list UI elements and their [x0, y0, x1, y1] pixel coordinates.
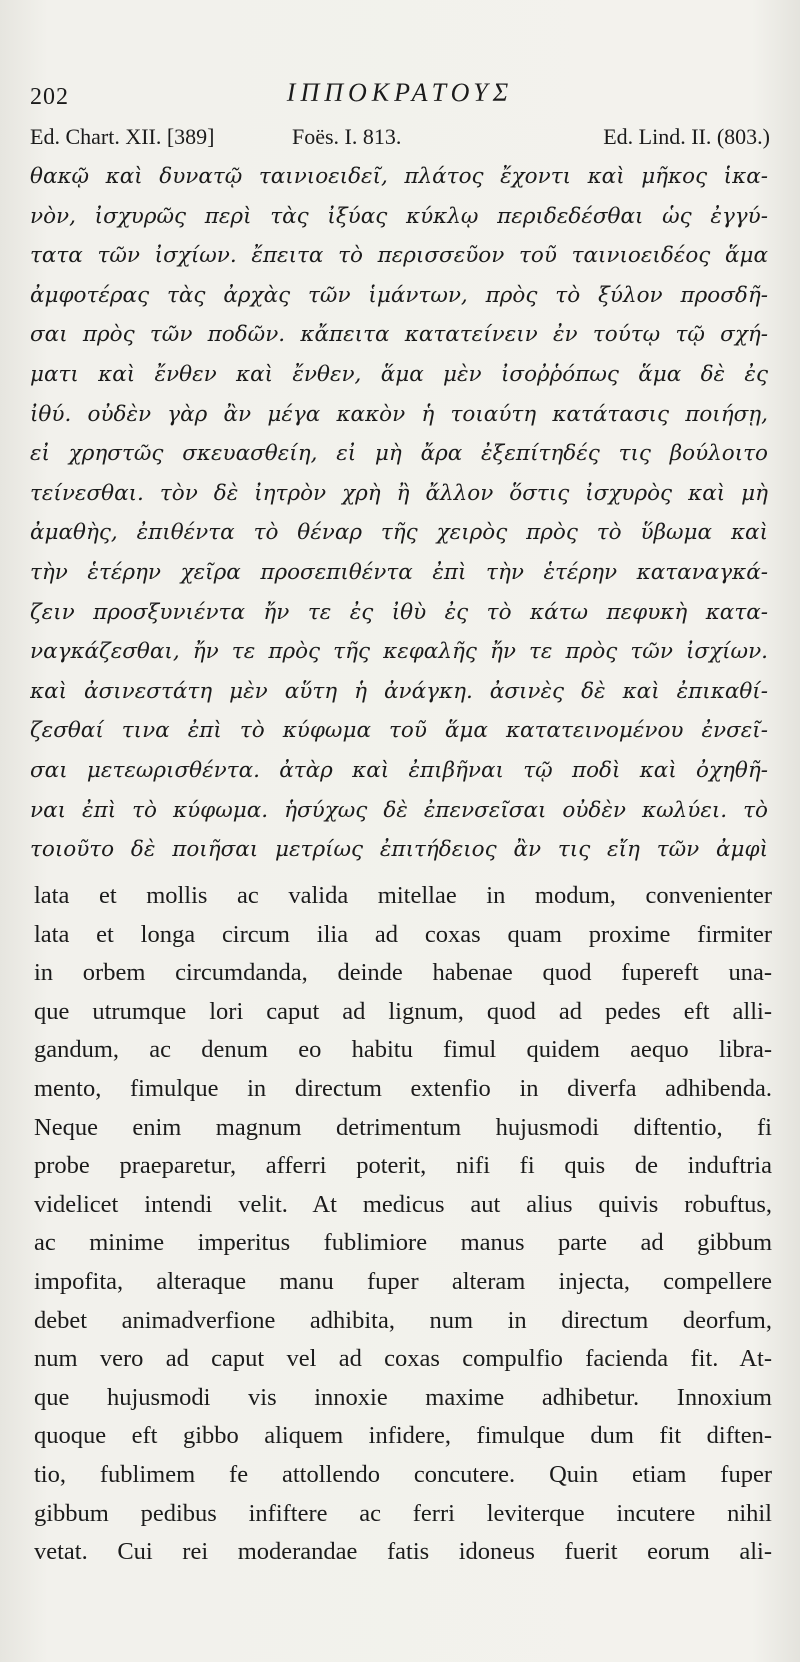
greek-text-line: τὴν ἑτέρην χεῖρα προσεπιθέντα ἐπὶ τὴν ἑτέρην καταναγκά-: [30, 559, 768, 585]
latin-text-line: quoque eft gibbo aliquem infidere, fimulque dum fit diften-: [34, 1422, 772, 1450]
greek-text-line: τατα τῶν ἰσχίων. ἔπειτα τὸ περισσεῦον τοῦ ταινιοειδέος ἅμα: [30, 243, 768, 269]
page-number: 202: [30, 84, 69, 110]
latin-text-line: lata et longa circum ilia ad coxas quam proxime firmiter: [34, 920, 772, 948]
chartier-reference: Ed. Chart. XII. [389]: [30, 124, 215, 149]
greek-text-line: ματι καὶ ἔνθεν καὶ ἔνθεν, ἅμα μὲν ἰσοῤῥόπως ἅμα δὲ ἐς: [30, 361, 768, 387]
latin-text-line: que hujusmodi vis innoxie maxime adhibetur. Innoxium: [34, 1383, 772, 1411]
latin-text-line: gibbum pedibus infiftere ac ferri leviterque incutere nihil: [34, 1499, 772, 1527]
greek-text-block: [30, 157, 768, 870]
greek-text-line: ἀμαθὴς, ἐπιθέντα τὸ θέναρ τῆς χειρὸς πρὸς τὸ ὕβωμα καὶ: [30, 520, 768, 546]
latin-text-line: probe praeparetur, afferri poterit, nifi fi quis de induftria: [34, 1152, 772, 1180]
linden-reference: Ed. Lind. II. (803.): [603, 124, 770, 149]
greek-text-line: τείνεσθαι. τὸν δὲ ἰητρὸν χρὴ ἢ ἄλλον ὅστις ἰσχυρὸς καὶ μὴ: [30, 480, 768, 506]
greek-text-line: ἰθύ. οὐδὲν γὰρ ἂν μέγα κακὸν ἡ τοιαύτη κατάτασις ποιήσῃ,: [30, 401, 768, 427]
greek-text-line: ναγκάζεσθαι, ἤν τε πρὸς τῆς κεφαλῆς ἤν τε πρὸς τῶν ἰσχίων.: [30, 639, 768, 665]
greek-text-line: θακῷ καὶ δυνατῷ ταινιοειδεῖ, πλάτος ἔχοντι καὶ μῆκος ἱκα-: [30, 164, 768, 189]
foes-reference: Foës. I. 813.: [292, 124, 402, 149]
latin-text-line: Neque enim magnum detrimentum hujusmodi diftentio, fi: [34, 1113, 772, 1141]
latin-text-line: gandum, ac denum eo habitu fimul quidem aequo libra-: [34, 1036, 772, 1064]
greek-text-line: σαι πρὸς τῶν ποδῶν. κἄπειτα κατατείνειν ἐν τούτῳ τῷ σχή-: [30, 322, 768, 348]
latin-text-line: ac minime imperitus fublimiore manus parte ad gibbum: [34, 1229, 772, 1257]
page-header: [30, 76, 770, 116]
greek-text-line: τοιοῦτο δὲ ποιῆσαι μετρίως ἐπιτήδειος ἂν τις εἴη τῶν ἀμφὶ: [30, 837, 768, 863]
latin-text-line: que utrumque lori caput ad lignum, quod ad pedes eft alli-: [34, 997, 772, 1025]
latin-text-line: in orbem circumdanda, deinde habenae quod fupereft una-: [34, 959, 772, 987]
greek-text-line: ζεσθαί τινα ἐπὶ τὸ κύφωμα τοῦ ἅμα κατατεινομένου ἐνσεῖ-: [30, 718, 768, 744]
latin-text-line: num vero ad caput vel ad coxas compulfio facienda fit. At-: [34, 1345, 772, 1373]
greek-text-line: σαι μετεωρισθέντα. ἀτὰρ καὶ ἐπιβῆναι τῷ ποδὶ καὶ ὀχηθῆ-: [30, 757, 768, 783]
greek-text-line: ζειν προσξυνιέντα ἤν τε ἐς ἰθὺ ἐς τὸ κάτω πεφυκὴ κατα-: [30, 599, 768, 625]
greek-text-line: εἰ χρηστῶς σκευασθείη, εἰ μὴ ἄρα ἐξεπίτηδές τις βούλοιτο: [30, 441, 768, 467]
latin-text-block: [34, 877, 772, 1572]
running-title: ΙΠΠΟΚΡΑΤΟΥΣ: [286, 78, 514, 107]
edition-references: [30, 124, 770, 156]
greek-text-line: ἀμφοτέρας τὰς ἀρχὰς τῶν ἱμάντων, πρὸς τὸ ξύλον προσδῆ-: [30, 282, 768, 308]
latin-text-line: tio, fublimem fe attollendo concutere. Quin etiam fuper: [34, 1460, 772, 1488]
latin-text-line: mento, fimulque in directum extenfio in diverfa adhibenda.: [34, 1074, 772, 1102]
latin-text-line: lata et mollis ac valida mitellae in modum, convenienter: [34, 882, 772, 909]
latin-text-line: vetat. Cui rei moderandae fatis idoneus fuerit eorum ali-: [34, 1538, 772, 1566]
latin-text-line: videlicet intendi velit. At medicus aut alius quivis robuftus,: [34, 1190, 772, 1218]
latin-text-line: debet animadverfione adhibita, num in directum deorfum,: [34, 1306, 772, 1334]
greek-text-line: ναι ἐπὶ τὸ κύφωμα. ἡσύχως δὲ ἐπενσεῖσαι οὐδὲν κωλύει. τὸ: [30, 797, 768, 823]
latin-text-line: impofita, alteraque manu fuper alteram injecta, compellere: [34, 1267, 772, 1295]
greek-text-line: καὶ ἀσινεστάτη μὲν αὕτη ἡ ἀνάγκη. ἀσινὲς δὲ καὶ ἐπικαθί-: [30, 678, 768, 704]
greek-text-line: νὸν, ἰσχυρῶς περὶ τὰς ἰξύας κύκλῳ περιδεδέσθαι ὡς ἐγγύ-: [30, 203, 768, 229]
